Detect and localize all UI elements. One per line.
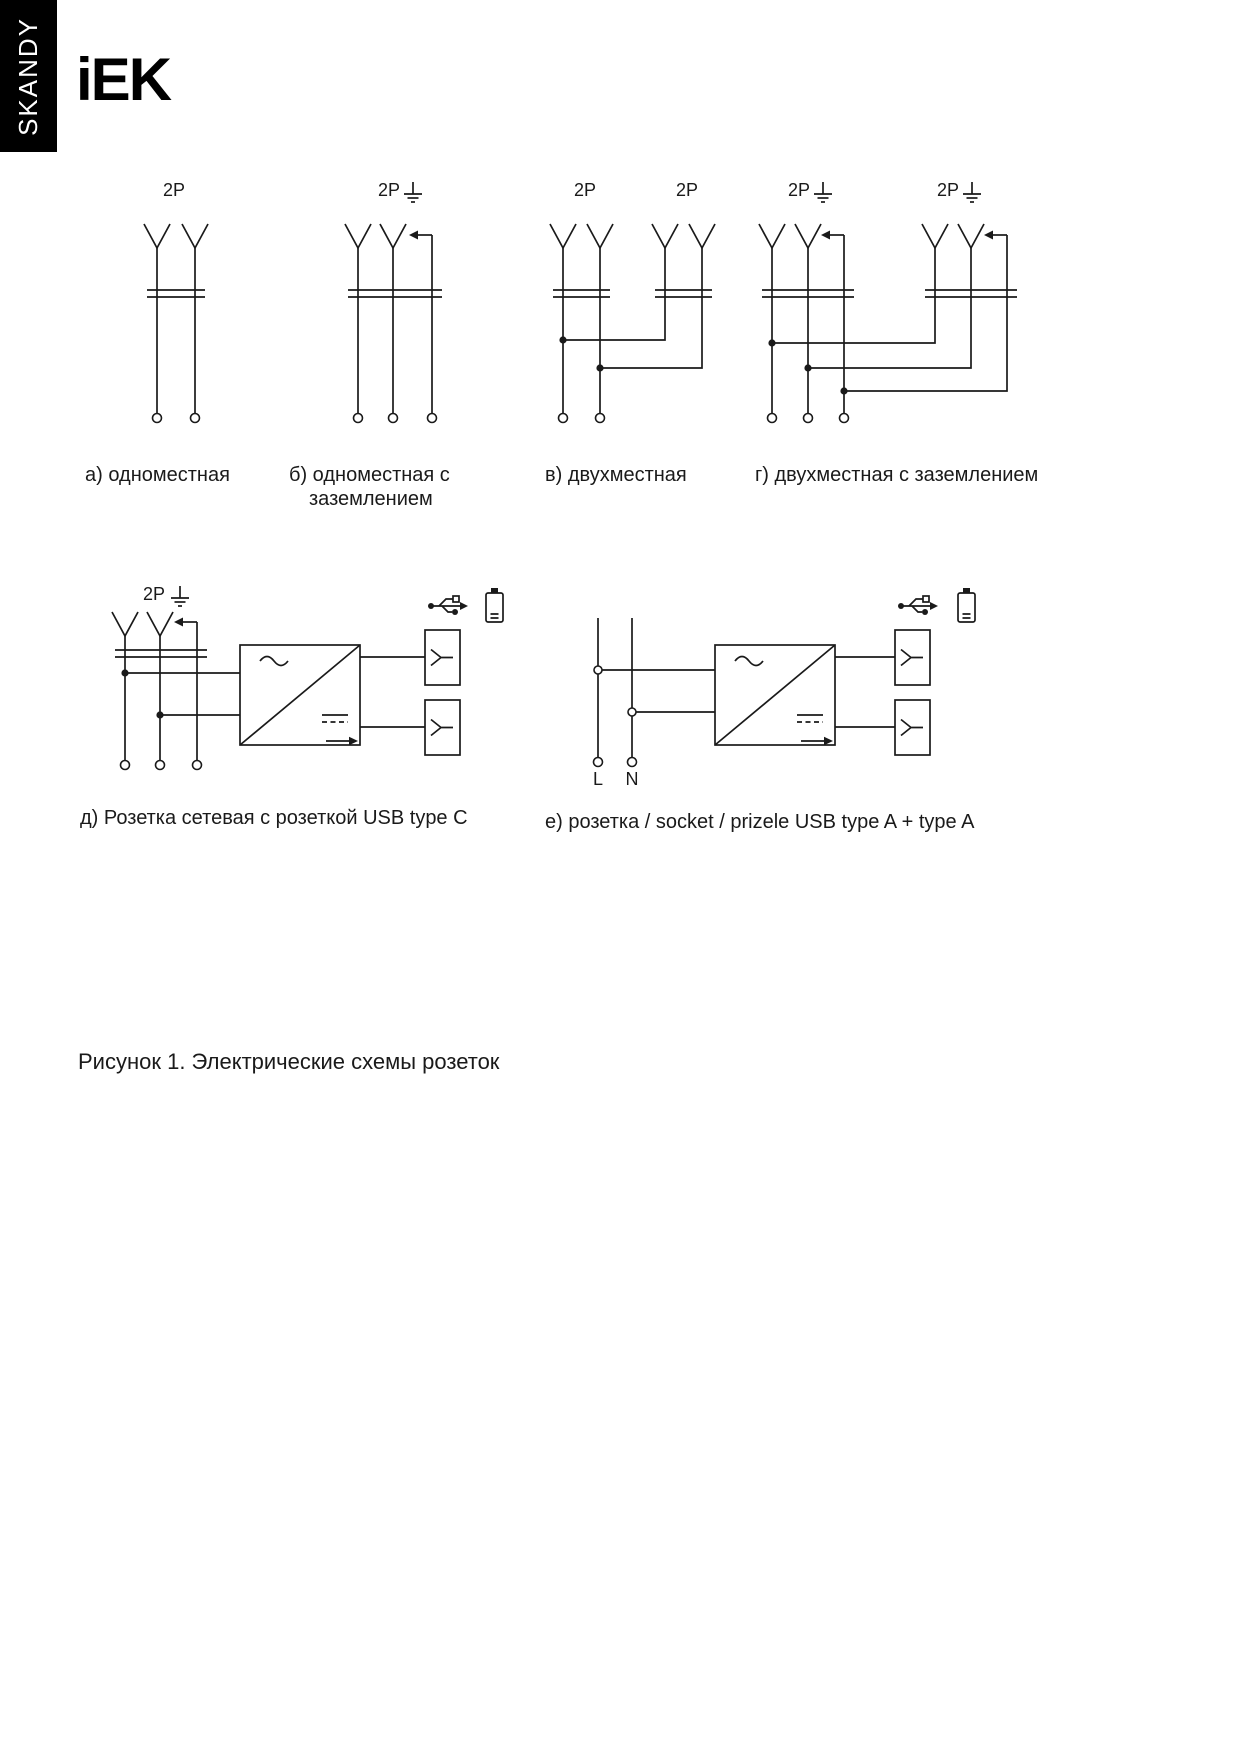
terminal-label-l: L: [592, 769, 604, 789]
acdc-converter: [715, 645, 835, 745]
earth-icon: [404, 182, 422, 202]
socket-contact-lines: [762, 290, 1017, 297]
pin-fork-icons: [550, 224, 715, 248]
terminal-label-n: N: [625, 769, 639, 789]
earth-icon: [171, 586, 189, 606]
caption-double-grounded: г) двухместная с заземлением: [755, 464, 1039, 486]
wires: [772, 235, 1007, 414]
output-wires: [360, 657, 425, 727]
caption-line: заземлением: [309, 488, 433, 510]
diagram-b-single-socket-grounded: [335, 180, 475, 430]
caption-line: б) одноместная с: [289, 464, 450, 486]
diagram-d-socket-usb-c: [100, 578, 520, 783]
usb-icon: [898, 596, 938, 615]
figure-caption: Рисунок 1. Электрические схемы розеток: [78, 1049, 500, 1074]
output-wires: [835, 657, 895, 727]
pole-label: 2P: [162, 180, 186, 200]
pole-label-left: 2P: [788, 180, 811, 200]
socket-contact-lines: [115, 650, 207, 657]
terminal-circles: [354, 414, 437, 423]
pole-label: 2P: [143, 584, 166, 604]
caption-single-grounded: [289, 463, 450, 511]
wires: [157, 248, 195, 414]
terminal-circles: [153, 414, 200, 423]
acdc-converter: [240, 645, 360, 745]
diagram-a-single-socket: [125, 180, 245, 430]
pin-fork-icons: [112, 612, 173, 636]
earth-icon: [814, 182, 832, 202]
caption-usb-c: д) Розетка сетевая с розеткой USB type C: [80, 807, 468, 829]
diagram-v-double-socket: [545, 180, 735, 430]
terminal-circles: [594, 758, 637, 767]
iek-logo: iEK: [76, 46, 171, 113]
usb-outlet-icon: [895, 700, 930, 755]
pin-fork-icons: [759, 224, 984, 248]
terminal-circles: [121, 761, 202, 770]
socket-contact-lines: [147, 290, 205, 297]
wires: [125, 622, 240, 761]
wires: [563, 248, 702, 414]
terminal-circles: [559, 414, 605, 423]
usb-outlet-icon: [425, 700, 460, 755]
socket-contact-lines: [348, 290, 442, 297]
usb-outlet-icon: [895, 630, 930, 685]
brand-vertical-text: SKANDY: [13, 16, 43, 136]
battery-icon: [486, 588, 503, 622]
usb-outlet-icon: [425, 630, 460, 685]
battery-icon: [958, 588, 975, 622]
caption-single: а) одноместная: [85, 464, 230, 486]
socket-contact-lines: [553, 290, 712, 297]
tap-terminal-circles: [594, 666, 636, 716]
wires: [358, 235, 432, 414]
earth-icon: [963, 182, 981, 202]
terminal-circles: [768, 414, 849, 423]
diagram-e-socket-usb-aa: [575, 578, 995, 793]
pole-label-right: 2P: [937, 180, 960, 200]
earth-contact-arrow: [409, 231, 432, 240]
supply-wires: [598, 618, 715, 758]
pole-label-right: 2P: [675, 180, 699, 200]
caption-usb-aa: е) розетка / socket / prizele USB type A + type A: [545, 811, 975, 833]
pole-label-left: 2P: [573, 180, 597, 200]
usb-icon: [428, 596, 468, 615]
caption-double: в) двухместная: [545, 464, 687, 486]
pin-fork-icons: [144, 224, 208, 248]
junction-dots: [121, 669, 163, 718]
junction-dots: [559, 336, 603, 371]
pin-fork-icons: [345, 224, 406, 248]
pole-label: 2P: [378, 180, 401, 200]
earth-contact-arrow: [174, 618, 197, 627]
diagram-g-double-socket-grounded: [755, 180, 1035, 430]
brand-sidebar: [0, 0, 57, 152]
